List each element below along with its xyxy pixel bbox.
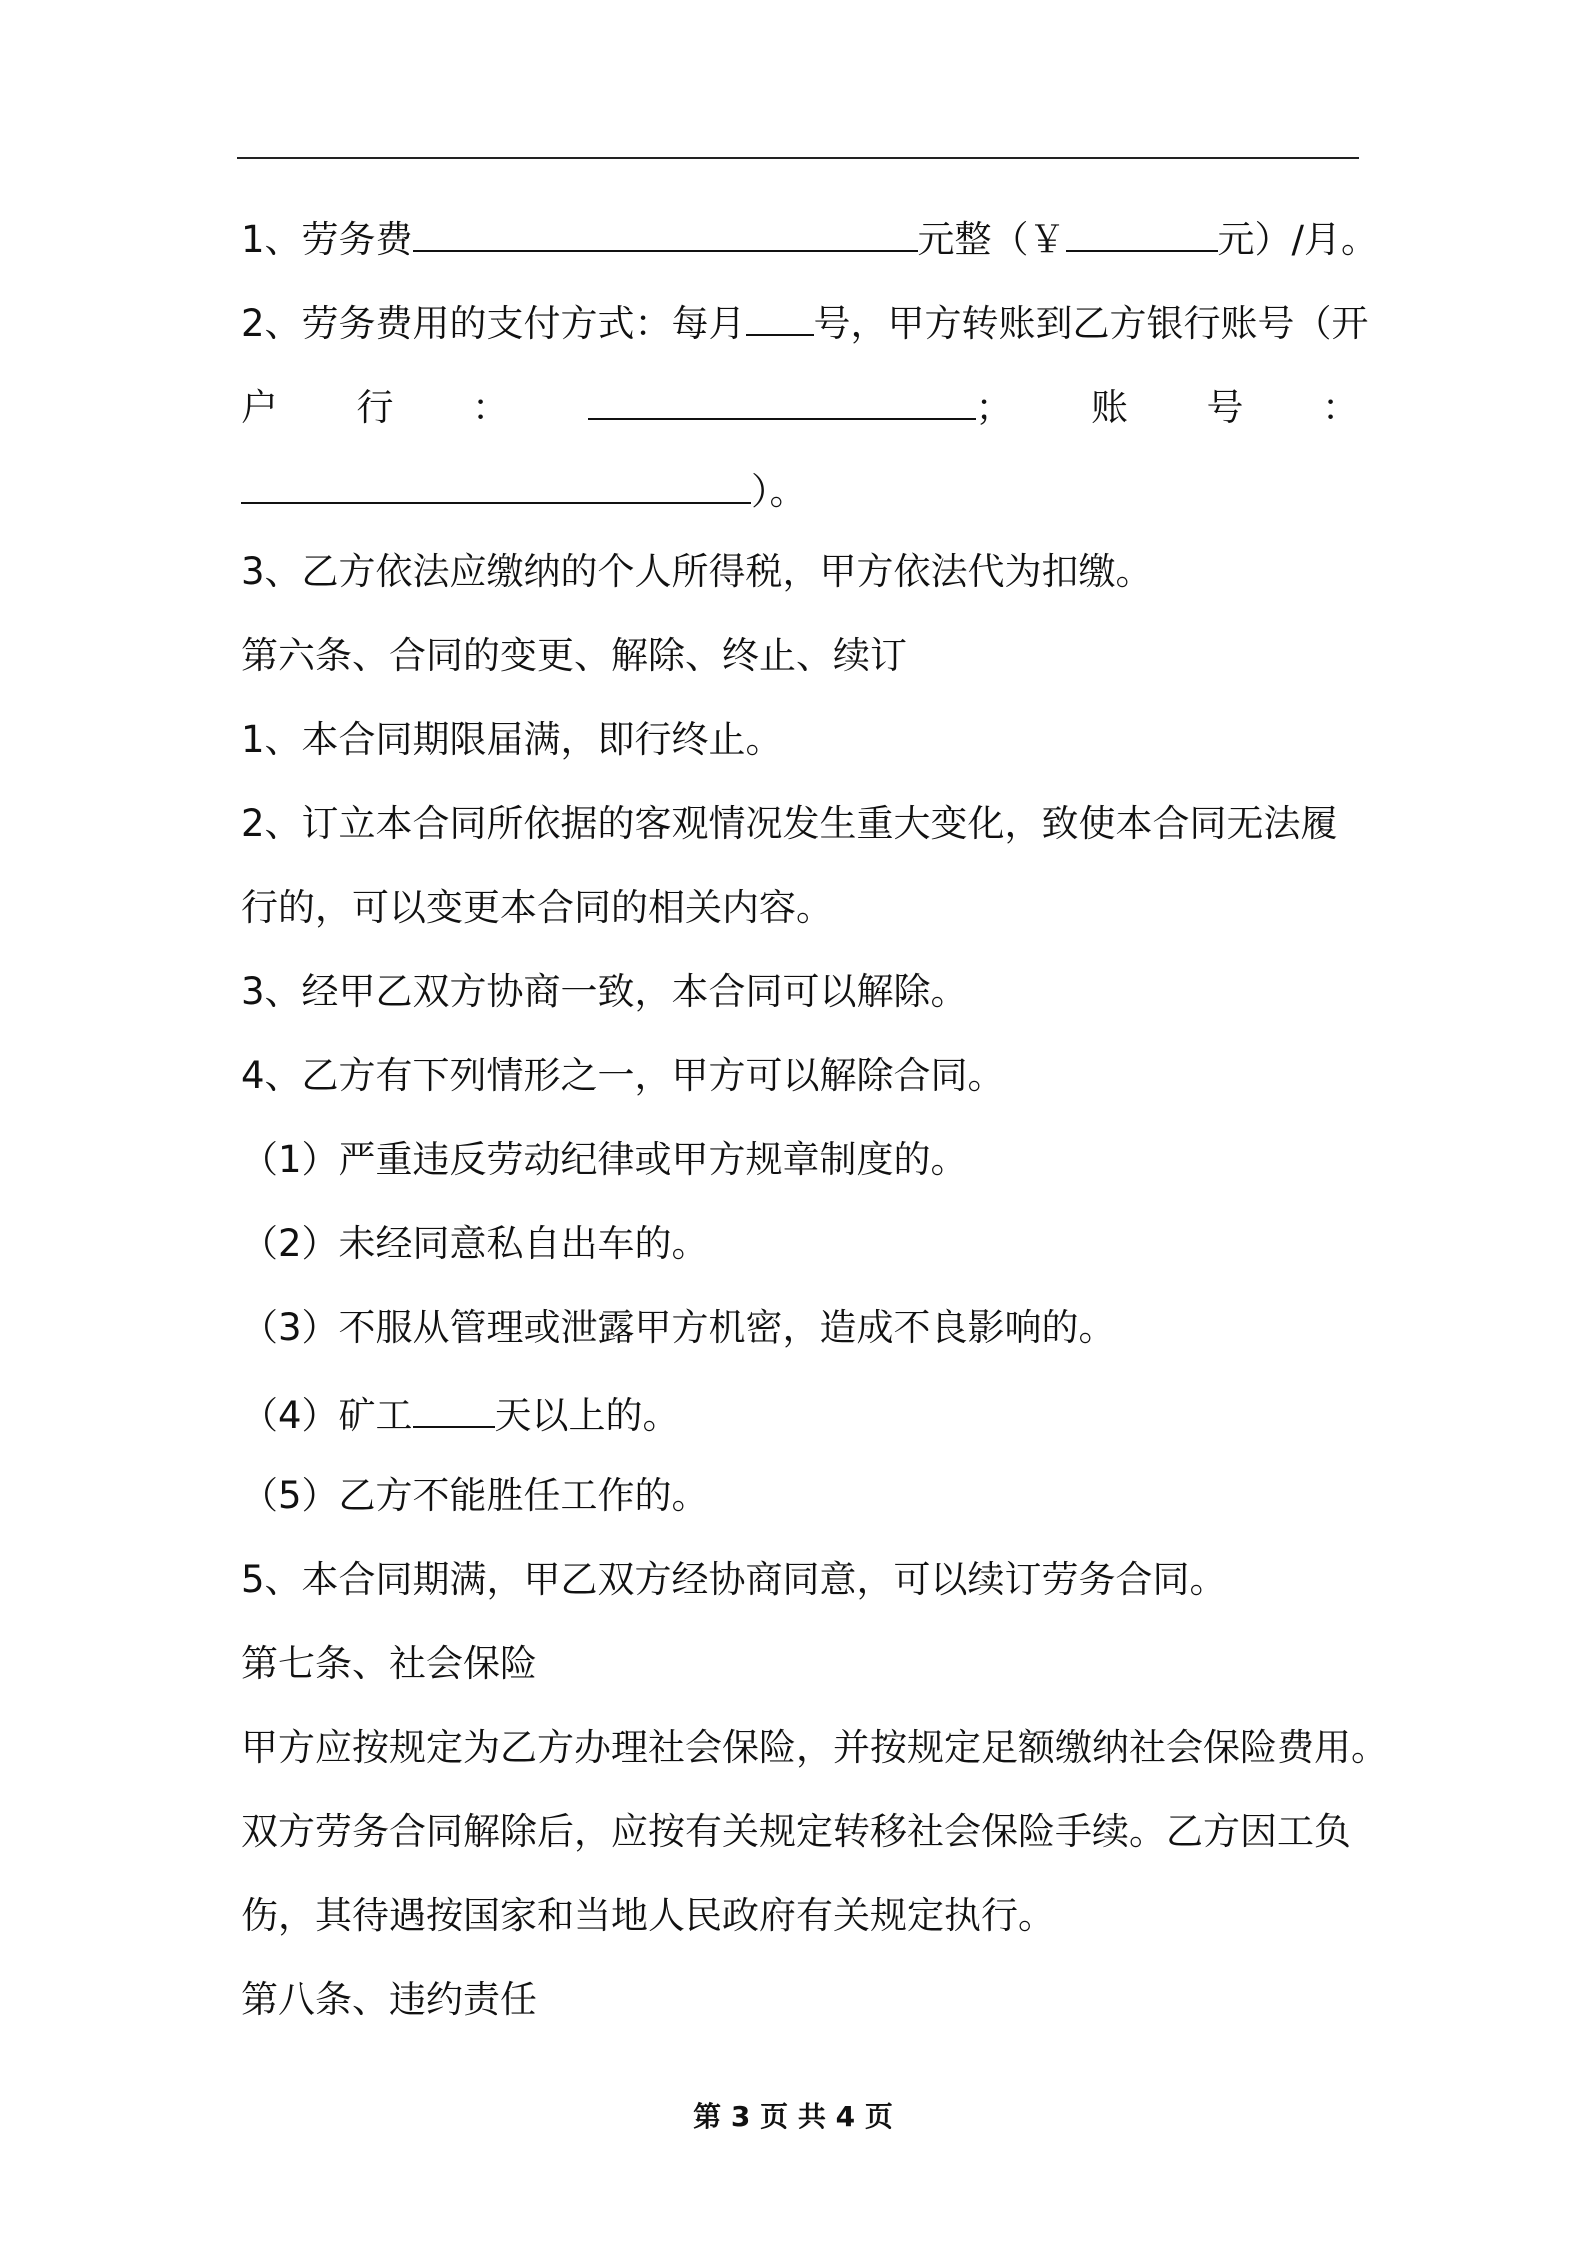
text: 1、劳务费 (241, 218, 413, 261)
paragraph: 5、本合同期满，甲乙双方经协商同意，可以续订劳务合同。 (241, 1558, 1227, 1601)
paragraph: 2、订立本合同所依据的客观情况发生重大变化，致使本合同无法履 (241, 802, 1338, 845)
fee-yuan-blank (1066, 210, 1218, 252)
list-item: （2）未经同意私自出车的。 (241, 1222, 709, 1265)
paragraph-bank-line (241, 378, 1359, 430)
text: 账 (1091, 386, 1128, 429)
text: ： (472, 386, 509, 429)
text: 户 (241, 386, 278, 429)
text: ； (975, 386, 1013, 429)
paragraph: 伤，其待遇按国家和当地人民政府有关规定执行。 (241, 1894, 1055, 1937)
paragraph: 行的，可以变更本合同的相关内容。 (241, 886, 833, 929)
header-rule (237, 157, 1359, 159)
text: 元整（￥ (917, 218, 1066, 261)
list-item: （3）不服从管理或泄露甲方机密，造成不良影响的。 (241, 1306, 1116, 1349)
text: ： (1322, 386, 1359, 429)
text: 元）/月。 (1217, 218, 1379, 261)
pay-day-blank (746, 294, 814, 336)
text: 天以上的。 (494, 1394, 680, 1437)
paragraph-fee (241, 210, 1378, 262)
text: 2、劳务费用的支付方式：每月 (241, 302, 746, 345)
fee-amount-blank (413, 210, 918, 252)
section-heading-8: 第八条、违约责任 (241, 1978, 537, 2021)
section-heading-6: 第六条、合同的变更、解除、终止、续订 (241, 634, 907, 677)
paragraph: 4、乙方有下列情形之一，甲方可以解除合同。 (241, 1054, 1005, 1097)
paragraph-payment (241, 294, 1369, 346)
list-item: （5）乙方不能胜任工作的。 (241, 1474, 709, 1517)
paragraph-tax: 3、乙方依法应缴纳的个人所得税，甲方依法代为扣缴。 (241, 550, 1153, 593)
list-item (241, 1386, 680, 1438)
bank-name-blank (588, 378, 976, 420)
text: 号，甲方转账到乙方银行账号（开 (813, 302, 1369, 345)
paragraph: 3、经甲乙双方协商一致，本合同可以解除。 (241, 970, 968, 1013)
text: 行 (356, 386, 394, 429)
paragraph: 1、本合同期限届满，即行终止。 (241, 718, 783, 761)
page-number-footer: 第 3 页 共 4 页 (693, 2100, 893, 2133)
list-item: （1）严重违反劳动纪律或甲方规章制度的。 (241, 1138, 968, 1181)
paragraph-account (241, 462, 807, 514)
paragraph: 甲方应按规定为乙方办理社会保险，并按规定足额缴纳社会保险费用。 (241, 1726, 1388, 1769)
text: ）。 (751, 470, 807, 513)
account-number-blank (241, 462, 751, 504)
text: （4）矿工 (241, 1394, 413, 1437)
absence-days-blank (413, 1386, 495, 1428)
paragraph: 双方劳务合同解除后，应按有关规定转移社会保险手续。乙方因工负 (241, 1810, 1351, 1853)
text: 号 (1206, 386, 1244, 429)
section-heading-7: 第七条、社会保险 (241, 1642, 537, 1685)
